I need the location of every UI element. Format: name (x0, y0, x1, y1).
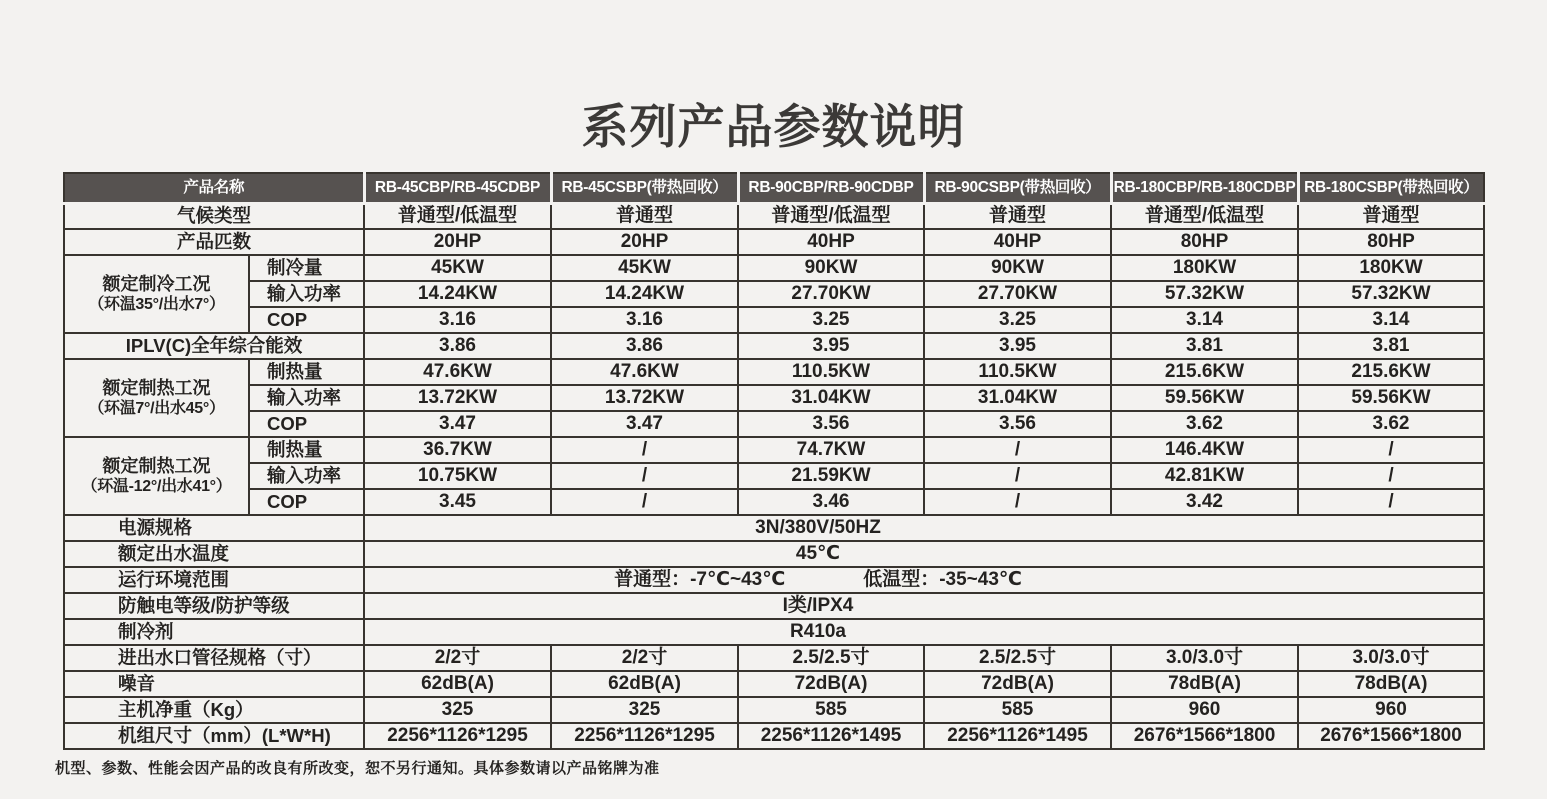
value-cell: 3.45 (364, 489, 551, 515)
table-row (64, 593, 1484, 619)
value-cell: 2/2寸 (364, 645, 551, 671)
value-cell: 27.70KW (924, 281, 1111, 307)
span-value-left: 普通型：-7℃~43℃ (614, 568, 786, 590)
table-row (64, 255, 1484, 281)
table-row (64, 359, 1484, 385)
row-label: 噪音 (64, 671, 364, 697)
value-cell: 3.95 (738, 333, 924, 359)
value-cell: 普通型 (924, 203, 1111, 229)
sub-label: 输入功率 (249, 463, 364, 489)
row-label: 气候类型 (64, 203, 364, 229)
value-cell: 59.56KW (1298, 385, 1484, 411)
value-cell: 80HP (1111, 229, 1298, 255)
span-value-pair (614, 570, 1022, 591)
value-cell: 31.04KW (924, 385, 1111, 411)
page-title: 系列产品参数说明 (581, 100, 966, 153)
table-row (64, 515, 1484, 541)
header-model-cell: RB-180CBP/RB-180CDBP (1111, 173, 1298, 203)
span-value: I类/IPX4 (782, 594, 854, 616)
value-cell: 180KW (1111, 255, 1298, 281)
value-cell: 215.6KW (1298, 359, 1484, 385)
row-label: 制冷剂 (64, 619, 364, 645)
value-cell: 2256*1126*1295 (551, 723, 738, 749)
value-cell: 180KW (1298, 255, 1484, 281)
value-cell: 2.5/2.5寸 (738, 645, 924, 671)
table-row (64, 619, 1484, 645)
sub-label: 制热量 (249, 437, 364, 463)
value-cell: 2676*1566*1800 (1298, 723, 1484, 749)
group-label (64, 359, 249, 437)
value-cell: 3.14 (1111, 307, 1298, 333)
row-label: IPLV(C)全年综合能效 (64, 333, 364, 359)
value-cell: / (551, 489, 738, 515)
value-cell: 325 (364, 697, 551, 723)
value-cell: 40HP (924, 229, 1111, 255)
span-value: R410a (790, 620, 846, 642)
value-cell: 585 (738, 697, 924, 723)
value-cell: 2256*1126*1295 (364, 723, 551, 749)
table-row (64, 489, 1484, 515)
span-value-cell (364, 619, 1484, 645)
row-label: 产品匹数 (64, 229, 364, 255)
header-row (64, 173, 1484, 203)
row-label: 机组尺寸（mm）(L*W*H) (64, 723, 364, 749)
value-cell: 3.46 (738, 489, 924, 515)
value-cell: 3.0/3.0寸 (1111, 645, 1298, 671)
value-cell: 3.95 (924, 333, 1111, 359)
value-cell: / (551, 437, 738, 463)
value-cell: 2.5/2.5寸 (924, 645, 1111, 671)
row-label: 运行环境范围 (64, 567, 364, 593)
value-cell: 20HP (364, 229, 551, 255)
value-cell: / (1298, 489, 1484, 515)
value-cell: 普通型/低温型 (738, 203, 924, 229)
table-row (64, 723, 1484, 749)
header-product-label: 产品名称 (64, 173, 364, 203)
sub-label: 制热量 (249, 359, 364, 385)
value-cell: 57.32KW (1298, 281, 1484, 307)
footer-note: 机型、参数、性能会因产品的改良有所改变，恕不另行通知。具体参数请以产品铭牌为准 (55, 760, 660, 777)
group-label-line2: （环温7°/出水45°） (88, 400, 225, 418)
group-label-line2: （环温-12°/出水41°） (81, 478, 232, 496)
value-cell: 45KW (551, 255, 738, 281)
value-cell: 3.16 (364, 307, 551, 333)
value-cell: 3.81 (1111, 333, 1298, 359)
value-cell: 47.6KW (551, 359, 738, 385)
value-cell: / (1298, 437, 1484, 463)
header-model-cell: RB-45CSBP(带热回收） (551, 173, 738, 203)
value-cell: 27.70KW (738, 281, 924, 307)
table-row (64, 203, 1484, 229)
value-cell: 146.4KW (1111, 437, 1298, 463)
value-cell: 72dB(A) (924, 671, 1111, 697)
value-cell: 3.62 (1298, 411, 1484, 437)
span-value-cell (364, 567, 1484, 593)
value-cell: 72dB(A) (738, 671, 924, 697)
group-label (64, 255, 249, 333)
sub-label: 输入功率 (249, 281, 364, 307)
value-cell: 42.81KW (1111, 463, 1298, 489)
value-cell: / (924, 463, 1111, 489)
table-row (64, 411, 1484, 437)
value-cell: 21.59KW (738, 463, 924, 489)
value-cell: 62dB(A) (364, 671, 551, 697)
group-label-line1: 额定制冷工况 (102, 273, 211, 294)
value-cell: 3.14 (1298, 307, 1484, 333)
value-cell: 78dB(A) (1298, 671, 1484, 697)
value-cell: 2256*1126*1495 (924, 723, 1111, 749)
value-cell: 3.25 (738, 307, 924, 333)
value-cell: 3.47 (551, 411, 738, 437)
value-cell: 3.86 (364, 333, 551, 359)
table-row (64, 333, 1484, 359)
value-cell: 40HP (738, 229, 924, 255)
row-label: 电源规格 (64, 515, 364, 541)
group-label-line1: 额定制热工况 (102, 377, 211, 398)
table-row (64, 281, 1484, 307)
group-label-line1: 额定制热工况 (102, 455, 211, 476)
value-cell: 14.24KW (551, 281, 738, 307)
value-cell: 74.7KW (738, 437, 924, 463)
table-row (64, 385, 1484, 411)
value-cell: 14.24KW (364, 281, 551, 307)
table-row (64, 645, 1484, 671)
header-model-cell: RB-45CBP/RB-45CDBP (364, 173, 551, 203)
span-value-cell (364, 541, 1484, 567)
value-cell: 585 (924, 697, 1111, 723)
value-cell: 90KW (924, 255, 1111, 281)
value-cell: 960 (1298, 697, 1484, 723)
table-row (64, 567, 1484, 593)
value-cell: 62dB(A) (551, 671, 738, 697)
sub-label: COP (249, 411, 364, 437)
value-cell: 960 (1111, 697, 1298, 723)
value-cell: 57.32KW (1111, 281, 1298, 307)
value-cell: 3.81 (1298, 333, 1484, 359)
value-cell: 3.16 (551, 307, 738, 333)
value-cell: 3.42 (1111, 489, 1298, 515)
row-label: 进出水口管径规格（寸） (64, 645, 364, 671)
sub-label: 输入功率 (249, 385, 364, 411)
value-cell: 13.72KW (364, 385, 551, 411)
value-cell: 3.86 (551, 333, 738, 359)
sub-label: COP (249, 307, 364, 333)
value-cell: 2256*1126*1495 (738, 723, 924, 749)
value-cell: 20HP (551, 229, 738, 255)
value-cell: 3.56 (924, 411, 1111, 437)
span-value-right: 低温型：-35~43℃ (863, 568, 1022, 590)
header-model-cell: RB-90CSBP(带热回收） (924, 173, 1111, 203)
value-cell: 3.56 (738, 411, 924, 437)
table-row (64, 671, 1484, 697)
table-row (64, 541, 1484, 567)
value-cell: / (1298, 463, 1484, 489)
value-cell: 普通型 (551, 203, 738, 229)
value-cell: 普通型/低温型 (364, 203, 551, 229)
table-row (64, 307, 1484, 333)
value-cell: 普通型 (1298, 203, 1484, 229)
value-cell: / (924, 489, 1111, 515)
value-cell: 2/2寸 (551, 645, 738, 671)
value-cell: 10.75KW (364, 463, 551, 489)
value-cell: 45KW (364, 255, 551, 281)
value-cell: 78dB(A) (1111, 671, 1298, 697)
table-row (64, 463, 1484, 489)
spec-table (63, 172, 1485, 750)
value-cell: 13.72KW (551, 385, 738, 411)
span-value: 45℃ (795, 542, 841, 564)
value-cell: 110.5KW (738, 359, 924, 385)
value-cell: 110.5KW (924, 359, 1111, 385)
value-cell: 2676*1566*1800 (1111, 723, 1298, 749)
value-cell: 90KW (738, 255, 924, 281)
value-cell: 59.56KW (1111, 385, 1298, 411)
value-cell: 80HP (1298, 229, 1484, 255)
value-cell: 3.0/3.0寸 (1298, 645, 1484, 671)
span-value-cell (364, 593, 1484, 619)
value-cell: 215.6KW (1111, 359, 1298, 385)
span-value: 3N/380V/50HZ (755, 516, 881, 538)
group-label-line2: （环温35°/出水7°） (88, 296, 225, 314)
value-cell: / (924, 437, 1111, 463)
value-cell: / (551, 463, 738, 489)
row-label: 额定出水温度 (64, 541, 364, 567)
span-value-cell (364, 515, 1484, 541)
header-model-cell: RB-90CBP/RB-90CDBP (738, 173, 924, 203)
group-label (64, 437, 249, 515)
value-cell: 36.7KW (364, 437, 551, 463)
table-row (64, 229, 1484, 255)
value-cell: 3.25 (924, 307, 1111, 333)
sub-label: 制冷量 (249, 255, 364, 281)
value-cell: 47.6KW (364, 359, 551, 385)
value-cell: 3.47 (364, 411, 551, 437)
sub-label: COP (249, 489, 364, 515)
value-cell: 3.62 (1111, 411, 1298, 437)
table-row (64, 437, 1484, 463)
row-label: 防触电等级/防护等级 (64, 593, 364, 619)
value-cell: 31.04KW (738, 385, 924, 411)
header-model-cell: RB-180CSBP(带热回收） (1298, 173, 1484, 203)
table-row (64, 697, 1484, 723)
value-cell: 普通型/低温型 (1111, 203, 1298, 229)
value-cell: 325 (551, 697, 738, 723)
row-label: 主机净重（Kg） (64, 697, 364, 723)
